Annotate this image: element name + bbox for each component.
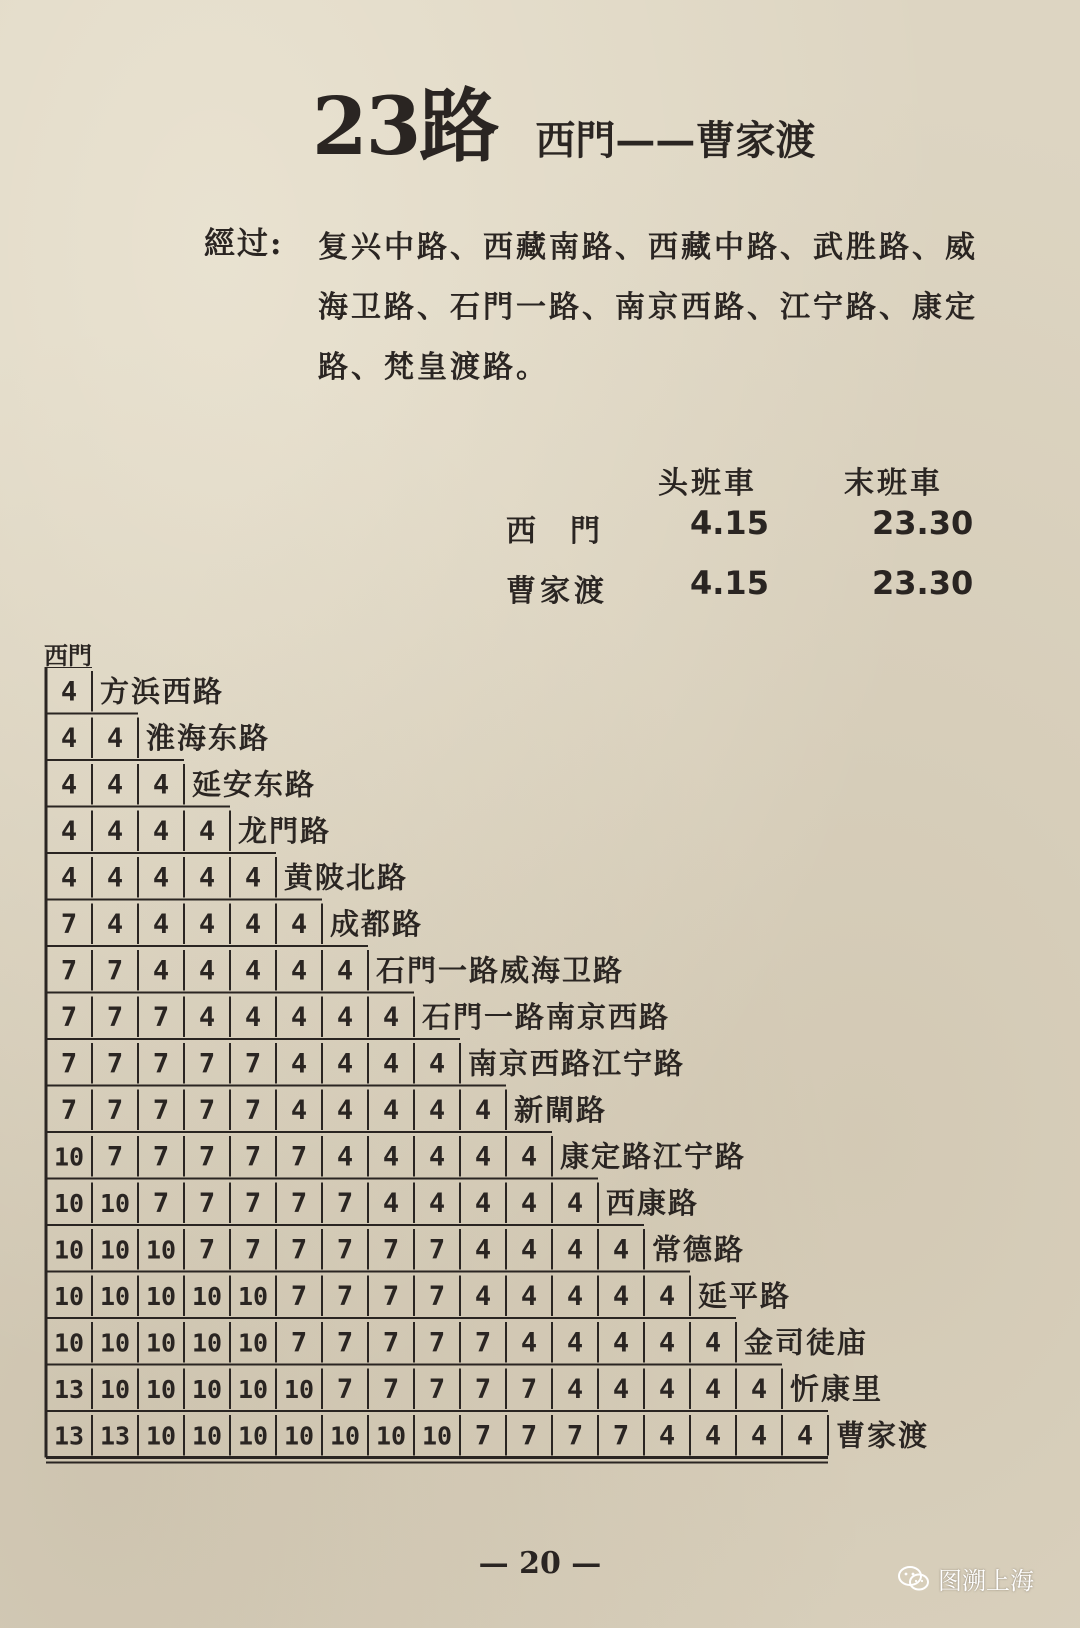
fare-stop-name: 金司徒庙	[744, 1325, 869, 1360]
fare-stop-name: 康定路江宁路	[560, 1139, 747, 1174]
fare-cell: 4	[428, 1048, 446, 1080]
fare-cell: 4	[612, 1234, 630, 1266]
fare-cell: 4	[658, 1373, 676, 1405]
fare-cell: 10	[421, 1421, 453, 1451]
fare-cell: 10	[329, 1421, 361, 1451]
fare-stop-name: 延安东路	[192, 767, 317, 802]
fare-cell: 7	[106, 1001, 124, 1033]
fare-cell: 4	[60, 769, 78, 801]
fare-stop-name: 石門一路南京西路	[422, 999, 671, 1034]
fare-cell: 4	[750, 1420, 768, 1452]
fare-cell: 10	[99, 1328, 131, 1358]
fare-cell: 4	[658, 1420, 676, 1452]
schedule-header-last: 末班車	[844, 466, 943, 501]
fare-cell: 4	[566, 1280, 584, 1312]
fare-cell: 4	[106, 722, 124, 754]
fare-cell: 4	[520, 1327, 538, 1359]
fare-cell: 10	[53, 1188, 85, 1218]
fare-cell: 7	[198, 1187, 216, 1219]
watermark	[898, 1561, 1034, 1596]
fare-cell: 4	[60, 815, 78, 847]
fare-cell: 4	[658, 1327, 676, 1359]
fare-cell: 4	[290, 1001, 308, 1033]
fare-cell: 7	[290, 1327, 308, 1359]
fare-cell: 4	[152, 815, 170, 847]
fare-cell: 10	[191, 1328, 223, 1358]
fare-cell: 10	[99, 1188, 131, 1218]
fare-cell: 7	[152, 1048, 170, 1080]
fare-stop-name: 新閘路	[514, 1092, 608, 1127]
fare-stop-name: 方浜西路	[100, 674, 225, 709]
fare-cell: 7	[152, 1001, 170, 1033]
fare-cell: 10	[145, 1374, 177, 1404]
fare-cell: 7	[198, 1048, 216, 1080]
fare-cell: 4	[750, 1373, 768, 1405]
fare-cell: 10	[145, 1235, 177, 1265]
fare-cell: 7	[244, 1048, 262, 1080]
fare-cell: 4	[60, 862, 78, 894]
fare-cell: 7	[244, 1187, 262, 1219]
fare-cell: 7	[336, 1187, 354, 1219]
schedule-first-time: 4.15	[690, 504, 769, 542]
fare-cell: 7	[106, 955, 124, 987]
fare-cell: 13	[99, 1421, 131, 1451]
fare-stop-name: 黄陂北路	[284, 860, 409, 895]
fare-cell: 10	[237, 1421, 269, 1451]
fare-cell: 7	[152, 1094, 170, 1126]
fare-cell: 10	[237, 1328, 269, 1358]
fare-cell: 7	[520, 1420, 538, 1452]
wechat-icon	[898, 1565, 930, 1593]
fare-cell: 4	[566, 1234, 584, 1266]
fare-cell: 7	[290, 1187, 308, 1219]
fare-cell: 4	[520, 1141, 538, 1173]
fare-cell: 7	[474, 1327, 492, 1359]
schedule-stop: 曹家渡	[506, 574, 608, 609]
fare-cell: 7	[474, 1420, 492, 1452]
schedule-stop: 西門	[506, 514, 634, 549]
fare-cell: 10	[145, 1328, 177, 1358]
fare-stop-name: 成都路	[330, 906, 424, 941]
fare-cell: 4	[704, 1420, 722, 1452]
fare-cell: 4	[106, 769, 124, 801]
fare-cell: 7	[382, 1373, 400, 1405]
fare-cell: 7	[336, 1373, 354, 1405]
fare-cell: 4	[566, 1373, 584, 1405]
fare-cell: 13	[53, 1421, 85, 1451]
fare-cell: 10	[375, 1421, 407, 1451]
fare-cell: 4	[474, 1094, 492, 1126]
fare-cell: 4	[612, 1280, 630, 1312]
fare-stop-name: 西康路	[606, 1185, 700, 1220]
fare-stop-name: 南京西路江宁路	[468, 1046, 686, 1081]
via-streets: 复兴中路、西藏南路、西藏中路、武胜路、威海卫路、石門一路、南京西路、江宁路、康定路、梵皇渡路。	[318, 230, 978, 385]
fare-cell: 7	[520, 1373, 538, 1405]
fare-cell: 4	[290, 1094, 308, 1126]
fare-cell: 7	[290, 1280, 308, 1312]
fare-cell: 4	[198, 815, 216, 847]
fare-cell: 4	[796, 1420, 814, 1452]
route-endpoints: 西門——曹家渡	[535, 117, 816, 164]
fare-stop-name: 石門一路威海卫路	[376, 953, 625, 988]
fare-cell: 4	[336, 1141, 354, 1173]
fare-cell: 4	[60, 722, 78, 754]
fare-cell: 4	[474, 1141, 492, 1173]
fare-stop-name: 延平路	[698, 1278, 792, 1313]
fare-cell: 4	[152, 908, 170, 940]
fare-cell: 4	[520, 1234, 538, 1266]
fare-cell: 4	[428, 1094, 446, 1126]
fare-cell: 4	[152, 769, 170, 801]
fare-cell: 7	[336, 1327, 354, 1359]
fare-cell: 4	[152, 862, 170, 894]
fare-cell: 7	[106, 1141, 124, 1173]
fare-stop-name: 淮海东路	[146, 720, 271, 755]
fare-cell: 4	[60, 676, 78, 708]
fare-cell: 4	[704, 1327, 722, 1359]
fare-cell: 4	[106, 815, 124, 847]
fare-cell: 7	[152, 1187, 170, 1219]
watermark-text: 图溯上海	[938, 1567, 1034, 1595]
fare-cell: 4	[244, 955, 262, 987]
fare-cell: 4	[566, 1187, 584, 1219]
fare-cell: 4	[704, 1373, 722, 1405]
fare-cell: 4	[382, 1141, 400, 1173]
fare-grid	[42, 667, 990, 1499]
fare-cell: 7	[382, 1327, 400, 1359]
fare-cell: 4	[198, 862, 216, 894]
fare-cell: 4	[106, 862, 124, 894]
fare-cell: 4	[382, 1001, 400, 1033]
fare-cell: 10	[191, 1374, 223, 1404]
fare-cell: 7	[428, 1373, 446, 1405]
fare-cell: 7	[336, 1280, 354, 1312]
route-number: 23路	[312, 79, 498, 173]
fare-cell: 7	[474, 1373, 492, 1405]
fare-cell: 10	[145, 1421, 177, 1451]
fare-cell: 4	[520, 1280, 538, 1312]
fare-cell: 10	[53, 1235, 85, 1265]
fare-cell: 4	[336, 1094, 354, 1126]
fare-stop-name: 曹家渡	[836, 1418, 930, 1453]
fare-cell: 10	[53, 1328, 85, 1358]
fare-cell: 10	[99, 1374, 131, 1404]
fare-cell: 7	[612, 1420, 630, 1452]
fare-cell: 10	[237, 1374, 269, 1404]
fare-cell: 4	[336, 1001, 354, 1033]
schedule-last-time: 23.30	[872, 564, 974, 602]
fare-cell: 7	[428, 1280, 446, 1312]
fare-cell: 4	[382, 1187, 400, 1219]
fare-cell: 4	[244, 1001, 262, 1033]
fare-cell: 4	[198, 955, 216, 987]
fare-cell: 4	[520, 1187, 538, 1219]
fare-cell: 7	[198, 1094, 216, 1126]
fare-cell: 7	[382, 1234, 400, 1266]
fare-cell: 4	[474, 1234, 492, 1266]
fare-cell: 10	[283, 1374, 315, 1404]
fare-cell: 7	[106, 1048, 124, 1080]
schedule-last-time: 23.30	[872, 504, 974, 542]
fare-cell: 7	[290, 1141, 308, 1173]
fare-cell: 13	[53, 1374, 85, 1404]
fare-cell: 10	[283, 1421, 315, 1451]
fare-stop-name: 忻康里	[790, 1371, 884, 1406]
fare-cell: 7	[198, 1141, 216, 1173]
fare-cell: 7	[106, 1094, 124, 1126]
fare-cell: 4	[474, 1280, 492, 1312]
fare-cell: 4	[336, 955, 354, 987]
schedule-header-first: 头班車	[658, 466, 757, 501]
fare-cell: 4	[612, 1373, 630, 1405]
fare-cell: 10	[191, 1421, 223, 1451]
fare-cell: 7	[428, 1234, 446, 1266]
fare-cell: 4	[106, 908, 124, 940]
fare-cell: 4	[474, 1187, 492, 1219]
fare-cell: 4	[244, 862, 262, 894]
fare-cell: 7	[382, 1280, 400, 1312]
fare-cell: 7	[60, 1094, 78, 1126]
fare-stop-name: 龙門路	[238, 813, 332, 848]
fare-cell: 10	[237, 1281, 269, 1311]
fare-cell: 7	[336, 1234, 354, 1266]
fare-cell: 4	[336, 1048, 354, 1080]
fare-cell: 10	[53, 1281, 85, 1311]
fare-cell: 10	[99, 1281, 131, 1311]
fare-stop-name: 常德路	[652, 1232, 746, 1267]
fare-cell: 7	[152, 1141, 170, 1173]
fare-cell: 4	[566, 1327, 584, 1359]
fare-cell: 10	[99, 1235, 131, 1265]
schedule-first-time: 4.15	[690, 564, 769, 602]
fare-cell: 4	[244, 908, 262, 940]
fare-cell: 10	[191, 1281, 223, 1311]
fare-cell: 4	[290, 908, 308, 940]
fare-cell: 7	[566, 1420, 584, 1452]
fare-cell: 7	[428, 1327, 446, 1359]
fare-cell: 4	[658, 1280, 676, 1312]
fare-cell: 7	[290, 1234, 308, 1266]
fare-cell: 4	[198, 908, 216, 940]
fare-start-stop: 西門	[44, 641, 92, 670]
fare-cell: 10	[145, 1281, 177, 1311]
fare-cell: 7	[198, 1234, 216, 1266]
fare-cell: 7	[60, 955, 78, 987]
fare-cell: 7	[244, 1234, 262, 1266]
fare-cell: 7	[244, 1094, 262, 1126]
fare-cell: 4	[382, 1048, 400, 1080]
fare-cell: 4	[290, 955, 308, 987]
fare-cell: 4	[612, 1327, 630, 1359]
fare-cell: 7	[60, 908, 78, 940]
page-number: — 20 —	[478, 1546, 602, 1581]
via-label: 經过:	[204, 226, 284, 262]
fare-table	[42, 667, 992, 1499]
fare-cell: 4	[428, 1187, 446, 1219]
fare-cell: 4	[198, 1001, 216, 1033]
fare-cell: 4	[290, 1048, 308, 1080]
fare-cell: 10	[53, 1142, 85, 1172]
fare-cell: 4	[382, 1094, 400, 1126]
page-title	[312, 62, 815, 177]
fare-cell: 4	[152, 955, 170, 987]
fare-cell: 4	[428, 1141, 446, 1173]
fare-cell: 7	[60, 1001, 78, 1033]
fare-cell: 7	[60, 1048, 78, 1080]
fare-cell: 7	[244, 1141, 262, 1173]
